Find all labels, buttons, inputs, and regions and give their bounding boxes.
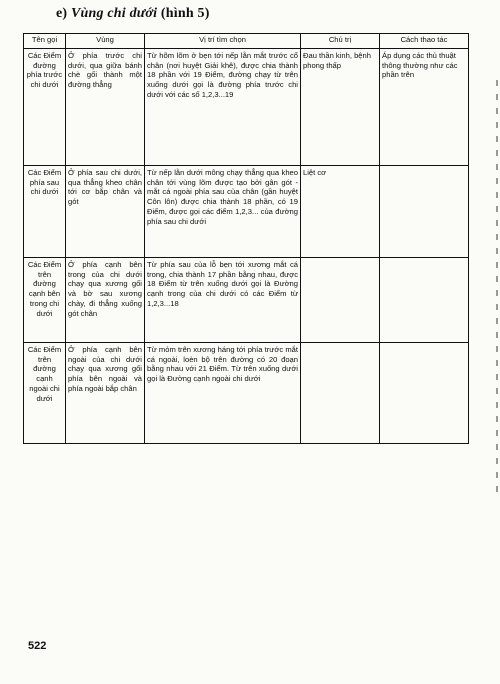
cell-name: Các Điểm trên đường cạnh ngoài chi dưới xyxy=(24,343,66,444)
cell-indication: Đau thần kinh, bệnh phong thấp xyxy=(301,49,380,166)
header-name: Tên gọi xyxy=(24,34,66,49)
cell-technique xyxy=(380,166,469,258)
cell-region: Ở phía cạnh bên ngoài của chi dưới chạy qua xương gối phía bên ngoài và phía ngoài bắp chân xyxy=(66,343,145,444)
cell-name: Các Điểm phía sau chi dưới xyxy=(24,166,66,258)
scan-edge-shadow xyxy=(496,80,498,500)
cell-location: Từ mỏm trên xương háng tới phía trước mắt cá ngoài, loèn bộ trên đường có 20 đoạn bằng nhau với 21 Điểm. Từ trên xuống dưới gọi là Đường cạnh ngoài chi dưới xyxy=(145,343,301,444)
section-heading xyxy=(56,6,210,22)
header-technique: Cách thao tác xyxy=(380,34,469,49)
cell-location: Từ nếp lằn dưới mông chạy thẳng qua kheo chân tới vùng lõm được tạo bởi gân gót - mắt cá ngoài phía sau của chân (gần huyệt Côn lôn) được chia thành 18 phần, có 19 Điểm, được gọi các điểm 1,2,3... của đường phía sau chi dưới xyxy=(145,166,301,258)
cell-location: Từ phía sau của lỗ bẹn tới xương mắt cá trong, chia thành 17 phần bằng nhau, được 18 Điểm từ trên xuống dưới gọi là Đường cạnh trong của chi dưới có các Điểm từ 1,2,3...18 xyxy=(145,258,301,343)
table-row xyxy=(24,343,469,444)
header-location: Vị trí tìm chọn xyxy=(145,34,301,49)
figure-reference: (hình 5) xyxy=(160,6,210,21)
section-title: Vùng chi dưới xyxy=(70,6,158,21)
cell-technique xyxy=(380,343,469,444)
page-number: 522 xyxy=(28,640,47,652)
table-row xyxy=(24,166,469,258)
cell-location: Từ hõm lõm ở bẹn tới nếp lằn mắt trước cổ chân (nơi huyệt Giải khê), được chia thành 18 phần với 19 Điểm, đường chạy từ trên xuống dưới gọi là đường phía trước chi dưới với các số 1,2,3...19 xyxy=(145,49,301,166)
cell-technique: Áp dụng các thủ thuật thông thường như các phần trên xyxy=(380,49,469,166)
points-table xyxy=(23,33,469,444)
header-indication: Chủ trị xyxy=(301,34,380,49)
table-row xyxy=(24,49,469,166)
cell-region: Ở phía trước chi dưới, qua giữa bánh chè gối thành một đường thẳng xyxy=(66,49,145,166)
cell-technique xyxy=(380,258,469,343)
header-region: Vùng xyxy=(66,34,145,49)
cell-indication xyxy=(301,258,380,343)
cell-name: Các Điểm trên đường cạnh bên trong chi dưới xyxy=(24,258,66,343)
section-letter: e) xyxy=(56,6,68,21)
cell-region: Ở phía sau chi dưới, qua thẳng kheo chân tới cơ bắp chân và gót xyxy=(66,166,145,258)
cell-name: Các Điểm đường phía trước chi dưới xyxy=(24,49,66,166)
cell-indication: Liệt cơ xyxy=(301,166,380,258)
cell-region: Ở phía cạnh bên trong của chi dưới chạy qua xương gối và bờ sau xương chày, đi thẳng xuống gót chân xyxy=(66,258,145,343)
table-header-row xyxy=(24,34,469,49)
table-row xyxy=(24,258,469,343)
cell-indication xyxy=(301,343,380,444)
